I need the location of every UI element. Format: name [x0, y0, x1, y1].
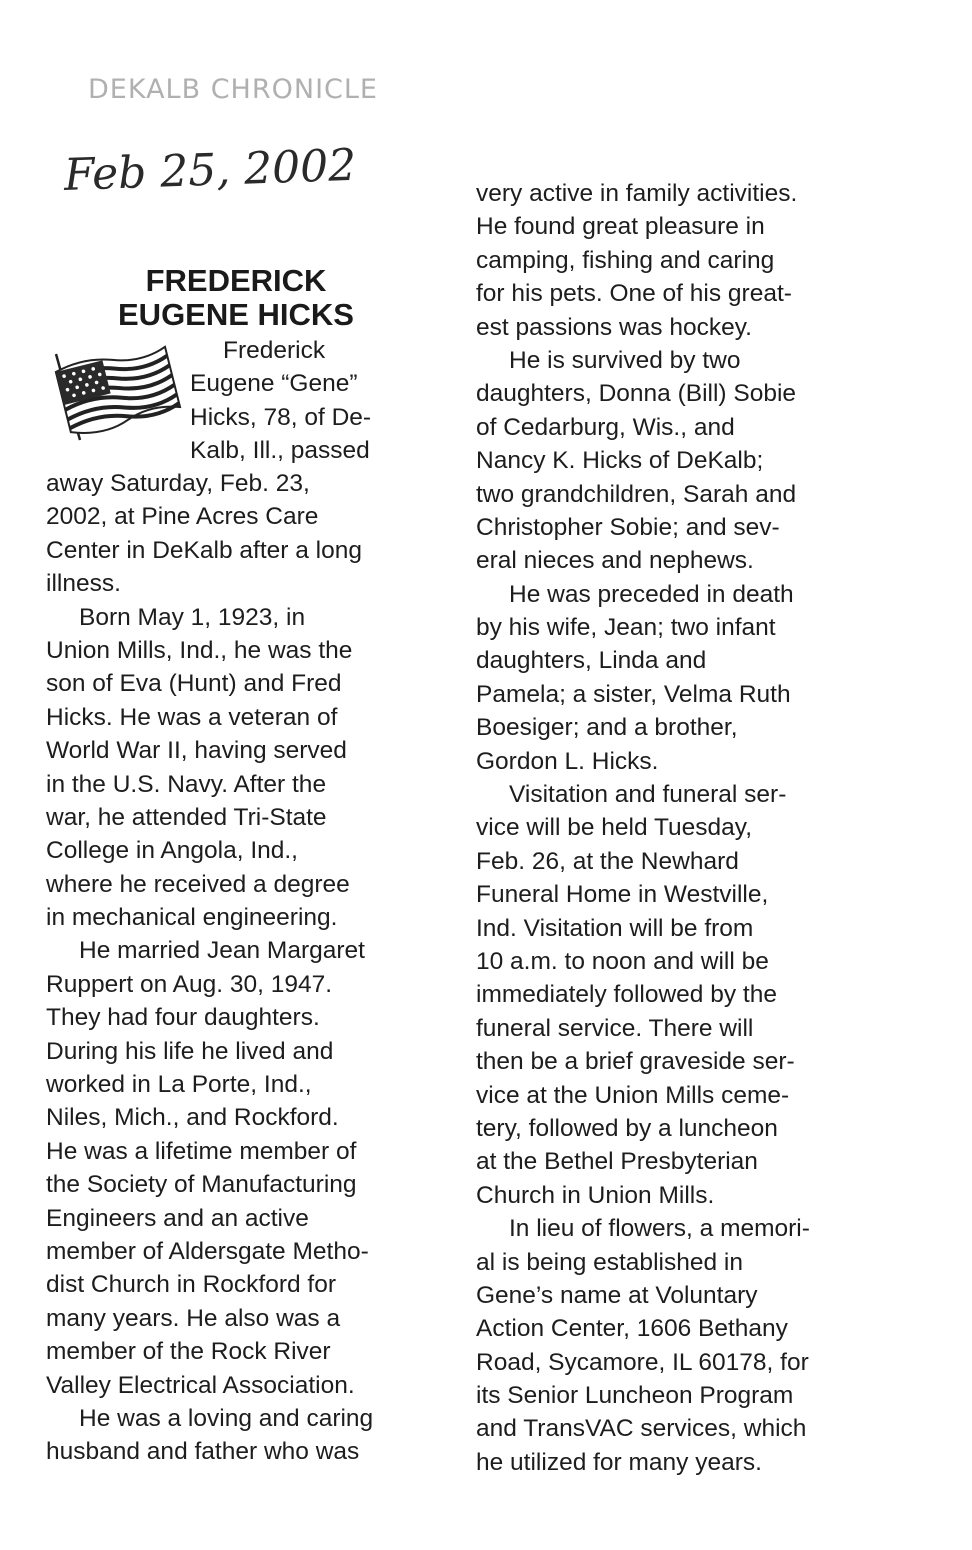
text-line: 2002, at Pine Acres Care [46, 503, 319, 531]
text-line: member of the Rock River [46, 1338, 331, 1366]
text-line: Funeral Home in Westville, [476, 881, 769, 909]
paragraph-start: In lieu of flowers, a memori- [509, 1215, 810, 1243]
masthead-stamp: DEKALB CHRONICLE [88, 74, 378, 105]
text-line: funeral service. There will [476, 1014, 754, 1042]
text-line: illness. [46, 570, 121, 598]
text-line: Ruppert on Aug. 30, 1947. [46, 970, 333, 998]
paragraph-start: He married Jean Margaret [79, 937, 365, 965]
text-line: Pamela; a sister, Velma Ruth [476, 680, 791, 708]
text-line: many years. He also was a [46, 1304, 341, 1332]
text-line: Church in Union Mills. [476, 1181, 715, 1209]
text-line: Gene’s name at Voluntary [476, 1281, 758, 1309]
text-line: away Saturday, Feb. 23, [46, 470, 310, 497]
text-line: College in Angola, Ind., [46, 837, 298, 865]
handwritten-date: Feb 25, 2002 [63, 139, 357, 201]
column-2 [476, 177, 810, 1479]
text-line: al is being established in [476, 1248, 743, 1276]
text-line: in the U.S. Navy. After the [46, 770, 327, 798]
text-line: husband and father who was [46, 1438, 360, 1466]
text-line: daughters, Linda and [476, 647, 707, 675]
text-line: he utilized for many years. [476, 1448, 762, 1476]
text-line: by his wife, Jean; two infant [476, 614, 776, 642]
paragraph-start: He was a loving and caring [79, 1404, 374, 1432]
text-line: war, he attended Tri-State [46, 803, 327, 831]
text-line: of Cedarburg, Wis., and [476, 413, 735, 441]
text-line: He was a lifetime member of [46, 1137, 357, 1165]
text-line: vice will be held Tuesday, [476, 814, 752, 842]
text-line: at the Bethel Presbyterian [476, 1148, 758, 1176]
text-line: Boesiger; and a brother, [476, 714, 738, 742]
text-line: World War II, having served [46, 737, 347, 765]
text-line: Gordon L. Hicks. [476, 747, 659, 775]
text-line: camping, fishing and caring [476, 246, 775, 274]
text-line: Niles, Mich., and Rockford. [46, 1104, 339, 1132]
text-line: They had four daughters. [46, 1004, 320, 1032]
text-line: Nancy K. Hicks of DeKalb; [476, 447, 764, 475]
headline-line-1: FREDERICK [145, 263, 327, 298]
paragraph-start: Visitation and funeral ser- [509, 781, 787, 809]
text-line: its Senior Luncheon Program [476, 1382, 794, 1410]
text-line: Frederick [223, 337, 326, 364]
text-line: daughters, Donna (Bill) Sobie [476, 380, 797, 408]
column-1 [46, 467, 373, 1469]
text-line: During his life he lived and [46, 1037, 334, 1065]
text-line: Christopher Sobie; and sev- [476, 513, 780, 541]
paragraph-start: He was preceded in death [509, 580, 794, 608]
text-line: two grandchildren, Sarah and [476, 480, 797, 508]
text-line: Action Center, 1606 Bethany [476, 1315, 788, 1343]
text-line: in mechanical engineering. [46, 904, 338, 932]
text-line: eral nieces and nephews. [476, 547, 754, 575]
paragraph-start: He is survived by two [509, 346, 741, 374]
headline-line-2: EUGENE HICKS [118, 297, 354, 332]
text-line: tery, followed by a luncheon [476, 1114, 778, 1142]
text-line: Center in DeKalb after a long [46, 536, 362, 564]
column-1-beside-flag [190, 334, 371, 468]
text-line: then be a brief graveside ser- [476, 1048, 795, 1076]
obituary-headline [94, 264, 378, 332]
text-line: Feb. 26, at the Newhard [476, 847, 739, 875]
text-line: worked in La Porte, Ind., [46, 1071, 312, 1099]
text-line: immediately followed by the [476, 981, 777, 1009]
text-line: vice at the Union Mills ceme- [476, 1081, 790, 1109]
text-line: son of Eva (Hunt) and Fred [46, 670, 342, 698]
text-line: and TransVAC services, which [476, 1415, 807, 1443]
text-line: Hicks. He was a veteran of [46, 703, 338, 731]
text-line: Engineers and an active [46, 1204, 309, 1232]
text-line: 10 a.m. to noon and will be [476, 947, 769, 975]
text-line: Ind. Visitation will be from [476, 914, 754, 942]
text-line: est passions was hockey. [476, 313, 752, 341]
text-line: for his pets. One of his great- [476, 280, 792, 308]
text-line: dist Church in Rockford for [46, 1271, 337, 1299]
paragraph-start: Born May 1, 1923, in [79, 603, 306, 631]
text-line: Hicks, 78, of De- [190, 403, 372, 431]
text-line: very active in family activities. [476, 180, 798, 207]
text-line: member of Aldersgate Metho- [46, 1237, 369, 1265]
text-line: Road, Sycamore, IL 60178, for [476, 1348, 809, 1376]
text-line: the Society of Manufacturing [46, 1171, 357, 1199]
text-line: Eugene “Gene” [190, 370, 358, 398]
text-line: Kalb, Ill., passed [190, 437, 370, 465]
american-flag-icon [46, 340, 186, 444]
text-line: He found great pleasure in [476, 213, 765, 241]
text-line: where he received a degree [46, 870, 350, 898]
text-line: Valley Electrical Association. [46, 1371, 355, 1399]
text-line: Union Mills, Ind., he was the [46, 636, 353, 664]
